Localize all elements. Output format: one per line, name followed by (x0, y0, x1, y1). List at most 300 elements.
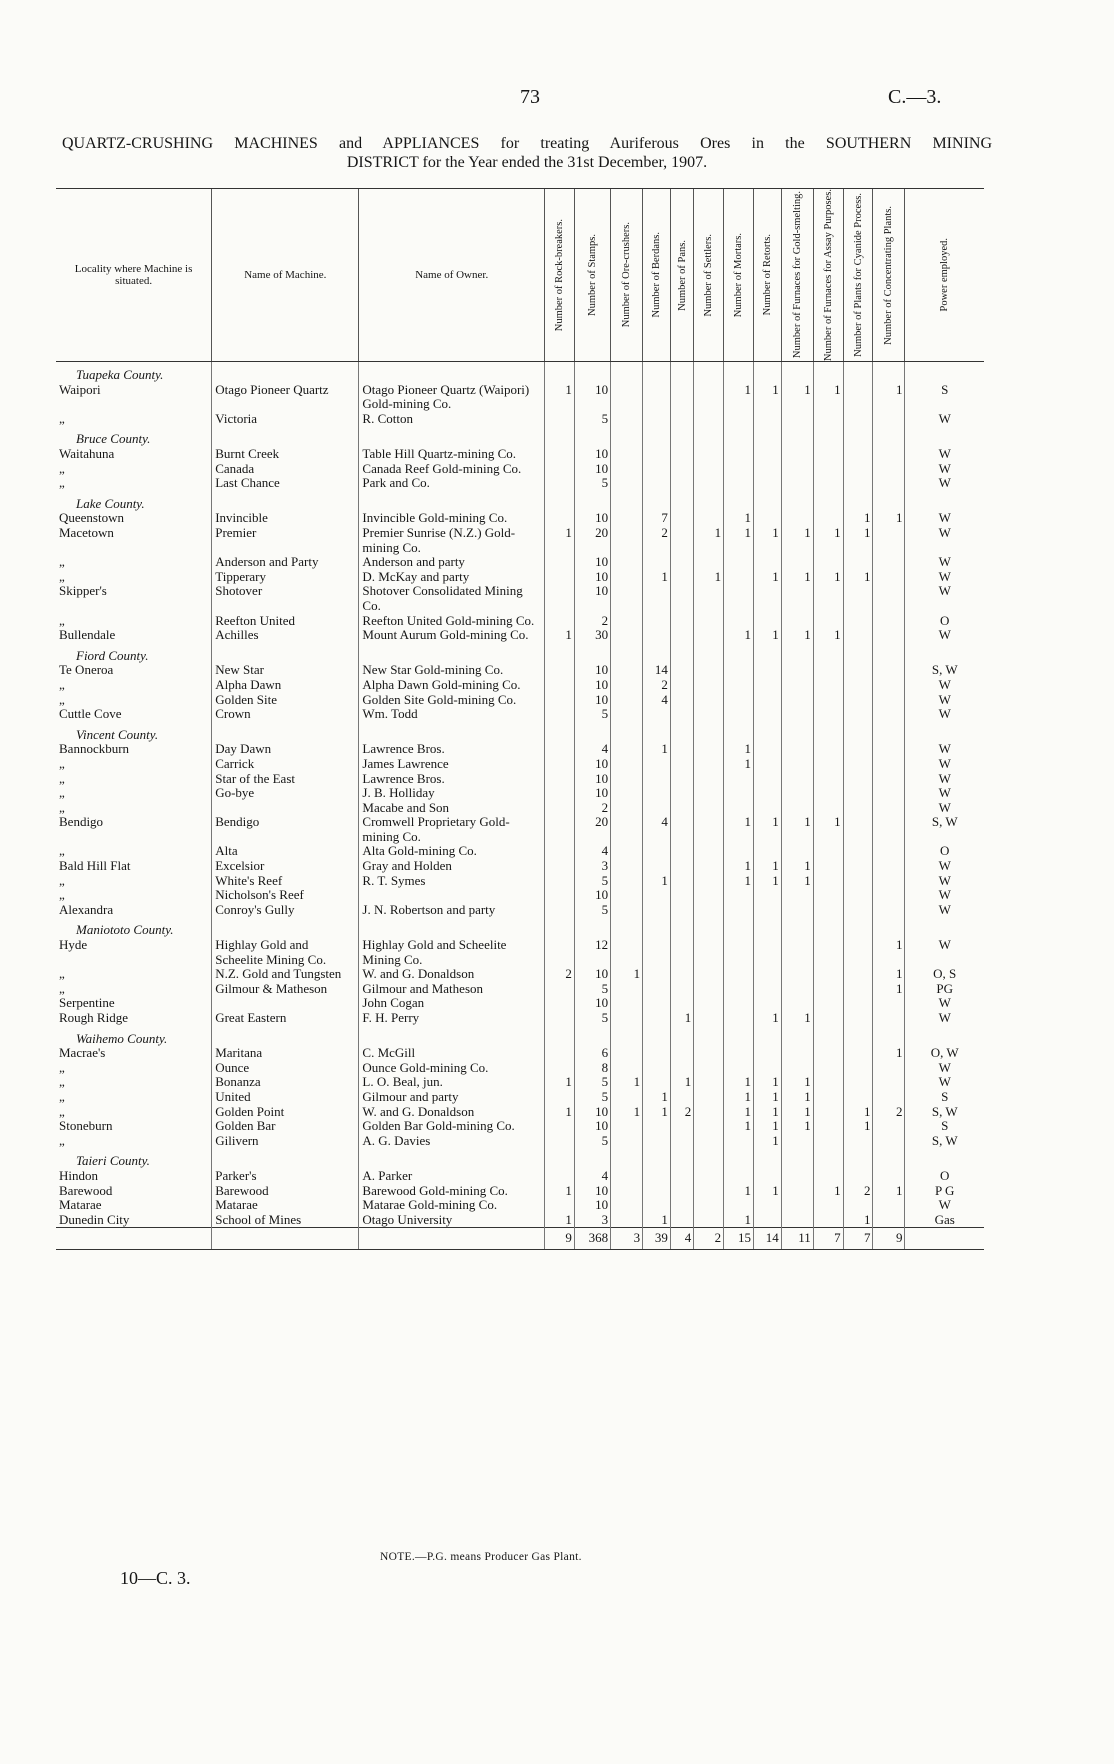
count-cell (611, 815, 643, 844)
count-cell (694, 859, 724, 874)
count-cell (670, 1046, 693, 1061)
empty-cell (611, 643, 643, 664)
count-cell (643, 859, 671, 874)
count-cell (873, 462, 905, 477)
empty-cell (643, 491, 671, 512)
count-cell: 1 (724, 1213, 754, 1228)
empty-cell (813, 1026, 843, 1047)
table-row (56, 570, 984, 585)
machine-name-cell: Day Dawn (212, 742, 359, 757)
count-cell (545, 982, 575, 997)
count-cell (643, 772, 671, 787)
empty-cell (754, 917, 782, 938)
count-cell (781, 888, 813, 903)
count-cell: 1 (781, 1075, 813, 1090)
empty-cell (813, 491, 843, 512)
count-cell (694, 938, 724, 967)
table-row (56, 614, 984, 629)
count-cell (643, 1061, 671, 1076)
empty-cell (694, 1026, 724, 1047)
empty-cell (643, 1026, 671, 1047)
machine-name-cell (212, 996, 359, 1011)
owner-cell: Park and Co. (359, 476, 545, 491)
county-heading-row (56, 362, 984, 383)
table-row (56, 462, 984, 477)
count-cell (873, 678, 905, 693)
owner-cell: Invincible Gold-mining Co. (359, 511, 545, 526)
locality-cell: Macetown (59, 526, 114, 540)
count-cell (545, 903, 575, 918)
count-cell: 1 (781, 628, 813, 643)
column-header (724, 189, 754, 362)
empty-cell (905, 426, 984, 447)
count-cell: 1 (754, 874, 782, 889)
column-header (781, 189, 813, 362)
count-cell (611, 1061, 643, 1076)
empty-cell (574, 491, 610, 512)
count-cell: 1 (754, 1184, 782, 1199)
count-cell (611, 1134, 643, 1149)
count-cell (754, 982, 782, 997)
count-cell (643, 462, 671, 477)
empty-cell (754, 722, 782, 743)
count-cell (670, 982, 693, 997)
table-row (56, 1198, 984, 1213)
locality-cell: Bendigo (59, 815, 104, 830)
table-row (56, 1046, 984, 1061)
count-cell (694, 1075, 724, 1090)
power-cell: O, W (905, 1046, 984, 1061)
count-cell: 1 (670, 1075, 693, 1090)
total-cell: 4 (670, 1228, 693, 1250)
count-cell (670, 1134, 693, 1149)
power-cell: PG (905, 982, 984, 997)
count-cell (813, 801, 843, 816)
count-cell: 1 (545, 1184, 575, 1199)
count-cell: 10 (574, 511, 610, 526)
power-cell: W (905, 938, 984, 967)
table-row (56, 1119, 984, 1134)
count-cell (873, 772, 905, 787)
table-row (56, 1105, 984, 1120)
empty-cell (873, 722, 905, 743)
count-cell (813, 462, 843, 477)
count-cell: 2 (873, 1105, 905, 1120)
count-cell (611, 526, 643, 555)
owner-cell: Golden Site Gold-mining Co. (359, 693, 545, 708)
count-cell (754, 757, 782, 772)
empty-cell (694, 1148, 724, 1169)
empty-cell (643, 1148, 671, 1169)
count-cell: 1 (781, 383, 813, 412)
empty-cell (873, 1148, 905, 1169)
count-cell (813, 1169, 843, 1184)
count-cell (670, 584, 693, 613)
count-cell (843, 982, 873, 997)
count-cell (643, 996, 671, 1011)
count-cell (694, 1198, 724, 1213)
empty-cell (905, 722, 984, 743)
table-row (56, 1011, 984, 1026)
count-cell: 1 (724, 526, 754, 555)
count-cell (724, 614, 754, 629)
locality-cell: „ (59, 461, 65, 476)
machine-name-cell: Golden Bar (212, 1119, 359, 1134)
empty-cell (781, 362, 813, 383)
count-cell (611, 772, 643, 787)
empty-cell (670, 1026, 693, 1047)
count-cell (670, 1169, 693, 1184)
machine-name-cell: Reefton United (212, 614, 359, 629)
machine-name-cell: Golden Site (212, 693, 359, 708)
county-name: Taieri County. (76, 1153, 150, 1169)
count-cell (754, 1198, 782, 1213)
count-cell (781, 1198, 813, 1213)
empty-cell (843, 362, 873, 383)
count-cell (724, 555, 754, 570)
owner-cell: D. McKay and party (359, 570, 545, 585)
table-row (56, 1075, 984, 1090)
count-cell (781, 801, 813, 816)
machine-name-cell: Excelsior (212, 859, 359, 874)
empty-cell (724, 643, 754, 664)
county-name: Maniototo County. (76, 922, 174, 938)
owner-cell: R. Cotton (359, 412, 545, 427)
count-cell (545, 1198, 575, 1213)
count-cell (873, 1119, 905, 1134)
empty-cell (843, 917, 873, 938)
power-cell: W (905, 1075, 984, 1090)
count-cell (670, 967, 693, 982)
count-cell (843, 663, 873, 678)
empty-cell (643, 643, 671, 664)
count-cell: 1 (724, 815, 754, 844)
count-cell (643, 476, 671, 491)
count-cell (694, 1169, 724, 1184)
owner-cell: J. N. Robertson and party (359, 903, 545, 918)
machine-name-cell: Last Chance (212, 476, 359, 491)
empty-cell (611, 426, 643, 447)
count-cell (611, 693, 643, 708)
table-row (56, 982, 984, 997)
title-line-2: DISTRICT for the Year ended the 31st December, 1907. (346, 154, 708, 171)
empty-cell (611, 917, 643, 938)
count-cell (545, 511, 575, 526)
total-cell: 9 (873, 1228, 905, 1250)
count-cell: 2 (843, 1184, 873, 1199)
count-cell (813, 584, 843, 613)
column-header-label: Power employed. (939, 238, 951, 312)
count-cell: 1 (643, 1105, 671, 1120)
empty-cell (545, 1026, 575, 1047)
count-cell (694, 447, 724, 462)
count-cell (724, 996, 754, 1011)
count-cell: 4 (574, 844, 610, 859)
owner-cell: C. McGill (359, 1046, 545, 1061)
locality-cell: Dunedin City (59, 1212, 130, 1227)
count-cell (781, 584, 813, 613)
count-cell: 10 (574, 772, 610, 787)
count-cell: 1 (843, 1213, 873, 1228)
locality-cell: „ (59, 967, 65, 982)
count-cell: 1 (545, 1213, 575, 1228)
count-cell: 1 (781, 1011, 813, 1026)
power-cell: S (905, 1090, 984, 1105)
count-cell (670, 742, 693, 757)
count-cell (781, 996, 813, 1011)
count-cell: 1 (545, 383, 575, 412)
table-row (56, 511, 984, 526)
count-cell (545, 570, 575, 585)
table-row (56, 526, 984, 555)
owner-cell: Lawrence Bros. (359, 772, 545, 787)
owner-cell: New Star Gold-mining Co. (359, 663, 545, 678)
count-cell (694, 663, 724, 678)
count-cell (754, 412, 782, 427)
power-cell: W (905, 888, 984, 903)
count-cell (611, 982, 643, 997)
count-cell (545, 678, 575, 693)
power-cell: W (905, 555, 984, 570)
count-cell: 1 (754, 1090, 782, 1105)
power-cell: W (905, 801, 984, 816)
count-cell (694, 1046, 724, 1061)
power-cell: W (905, 903, 984, 918)
count-cell (813, 476, 843, 491)
count-cell (611, 742, 643, 757)
count-cell (545, 412, 575, 427)
county-name: Fiord County. (76, 647, 149, 663)
count-cell (670, 772, 693, 787)
empty-cell (843, 1148, 873, 1169)
column-header (843, 189, 873, 362)
count-cell: 1 (545, 628, 575, 643)
count-cell: 20 (574, 526, 610, 555)
table-row (56, 742, 984, 757)
empty-cell (611, 362, 643, 383)
count-cell (813, 982, 843, 997)
count-cell (694, 742, 724, 757)
count-cell (545, 614, 575, 629)
count-cell: 20 (574, 815, 610, 844)
empty-cell (781, 1148, 813, 1169)
empty-cell (545, 362, 575, 383)
locality-cell: „ (59, 677, 65, 692)
count-cell (670, 678, 693, 693)
count-cell (843, 383, 873, 412)
count-cell: 5 (574, 903, 610, 918)
empty-cell (813, 722, 843, 743)
empty-cell (754, 362, 782, 383)
column-header (574, 189, 610, 362)
count-cell (843, 874, 873, 889)
count-cell: 1 (781, 874, 813, 889)
power-cell: O (905, 614, 984, 629)
machine-name-cell: Gilmour & Matheson (212, 982, 359, 997)
count-cell: 1 (724, 859, 754, 874)
empty-cell (873, 362, 905, 383)
count-cell (781, 476, 813, 491)
locality-cell: „ (59, 555, 65, 570)
count-cell (694, 1213, 724, 1228)
count-cell (694, 693, 724, 708)
count-cell (873, 1090, 905, 1105)
count-cell (843, 447, 873, 462)
count-cell (813, 1011, 843, 1026)
empty-cell (359, 1148, 545, 1169)
count-cell: 10 (574, 786, 610, 801)
table-row (56, 707, 984, 722)
count-cell: 1 (724, 1105, 754, 1120)
count-cell (694, 967, 724, 982)
count-cell: 1 (754, 1011, 782, 1026)
table-row (56, 476, 984, 491)
count-cell (813, 1198, 843, 1213)
count-cell (781, 938, 813, 967)
power-cell: W (905, 874, 984, 889)
table-row (56, 1061, 984, 1076)
count-cell (813, 678, 843, 693)
count-cell (873, 412, 905, 427)
empty-cell (670, 917, 693, 938)
locality-cell: Bald Hill Flat (59, 859, 131, 874)
count-cell (545, 555, 575, 570)
count-cell (545, 663, 575, 678)
count-cell (843, 628, 873, 643)
machine-name-cell: Matarae (212, 1198, 359, 1213)
empty-cell (724, 722, 754, 743)
table-row (56, 815, 984, 844)
county-heading-row (56, 643, 984, 664)
empty-cell (611, 1026, 643, 1047)
owner-cell: James Lawrence (359, 757, 545, 772)
empty-cell (843, 722, 873, 743)
count-cell (643, 801, 671, 816)
count-cell: 1 (873, 383, 905, 412)
count-cell: 1 (781, 526, 813, 555)
table-row (56, 663, 984, 678)
count-cell (545, 693, 575, 708)
count-cell (670, 511, 693, 526)
count-cell (694, 628, 724, 643)
count-cell: 14 (643, 663, 671, 678)
count-cell: 2 (670, 1105, 693, 1120)
total-cell: 11 (781, 1228, 813, 1250)
count-cell (873, 628, 905, 643)
count-cell: 10 (574, 693, 610, 708)
count-cell (545, 844, 575, 859)
count-cell: 10 (574, 1184, 610, 1199)
count-cell (611, 570, 643, 585)
power-cell: O, S (905, 967, 984, 982)
count-cell: 1 (611, 1105, 643, 1120)
count-cell (670, 570, 693, 585)
table-row (56, 903, 984, 918)
count-cell (813, 967, 843, 982)
table-header (56, 189, 984, 362)
count-cell (611, 1198, 643, 1213)
empty-cell (643, 917, 671, 938)
column-header: Name of Machine. (212, 189, 359, 362)
count-cell (873, 742, 905, 757)
locality-cell: „ (59, 981, 65, 996)
locality-cell: „ (59, 411, 65, 426)
count-cell: 10 (574, 462, 610, 477)
count-cell (611, 555, 643, 570)
power-cell: W (905, 462, 984, 477)
count-cell (843, 555, 873, 570)
count-cell: 1 (843, 526, 873, 555)
paper-reference: C.—3. (888, 86, 942, 108)
machines-table (56, 188, 984, 1250)
machine-name-cell: Anderson and Party (212, 555, 359, 570)
owner-cell: John Cogan (359, 996, 545, 1011)
count-cell (843, 614, 873, 629)
column-header (905, 189, 984, 362)
count-cell (843, 786, 873, 801)
count-cell (873, 1134, 905, 1149)
table-row (56, 801, 984, 816)
count-cell (611, 786, 643, 801)
count-cell (724, 1046, 754, 1061)
empty-cell (545, 917, 575, 938)
empty-cell (545, 643, 575, 664)
count-cell (611, 1046, 643, 1061)
empty-cell (611, 1148, 643, 1169)
sheet-signature: 10—C. 3. (120, 1568, 191, 1588)
locality-cell: „ (59, 873, 65, 888)
count-cell (694, 1061, 724, 1076)
count-cell (694, 1134, 724, 1149)
machine-name-cell: Invincible (212, 511, 359, 526)
column-header (611, 189, 643, 362)
table-row (56, 859, 984, 874)
count-cell (724, 1134, 754, 1149)
empty-cell (724, 491, 754, 512)
count-cell (813, 707, 843, 722)
table-row (56, 628, 984, 643)
count-cell: 10 (574, 584, 610, 613)
count-cell (873, 693, 905, 708)
count-cell (670, 526, 693, 555)
count-cell (754, 772, 782, 787)
county-heading-row (56, 722, 984, 743)
count-cell (611, 801, 643, 816)
count-cell (611, 511, 643, 526)
count-cell (611, 584, 643, 613)
locality-cell: „ (59, 613, 65, 628)
count-cell: 3 (574, 1213, 610, 1228)
empty-cell (905, 917, 984, 938)
count-cell: 1 (643, 570, 671, 585)
owner-cell: J. B. Holliday (359, 786, 545, 801)
count-cell (843, 996, 873, 1011)
count-cell (781, 844, 813, 859)
table-row (56, 786, 984, 801)
count-cell (694, 1184, 724, 1199)
count-cell (843, 1061, 873, 1076)
count-cell (873, 996, 905, 1011)
column-header-label: Number of Mortars. (733, 232, 745, 318)
column-header (545, 189, 575, 362)
table-row (56, 678, 984, 693)
column-header-label: Number of Settlers. (703, 233, 715, 317)
count-cell: 1 (754, 526, 782, 555)
count-cell (694, 1011, 724, 1026)
column-header-label: Number of Ore-crushers. (621, 222, 633, 328)
empty-cell (670, 362, 693, 383)
machine-name-cell: Gilivern (212, 1134, 359, 1149)
